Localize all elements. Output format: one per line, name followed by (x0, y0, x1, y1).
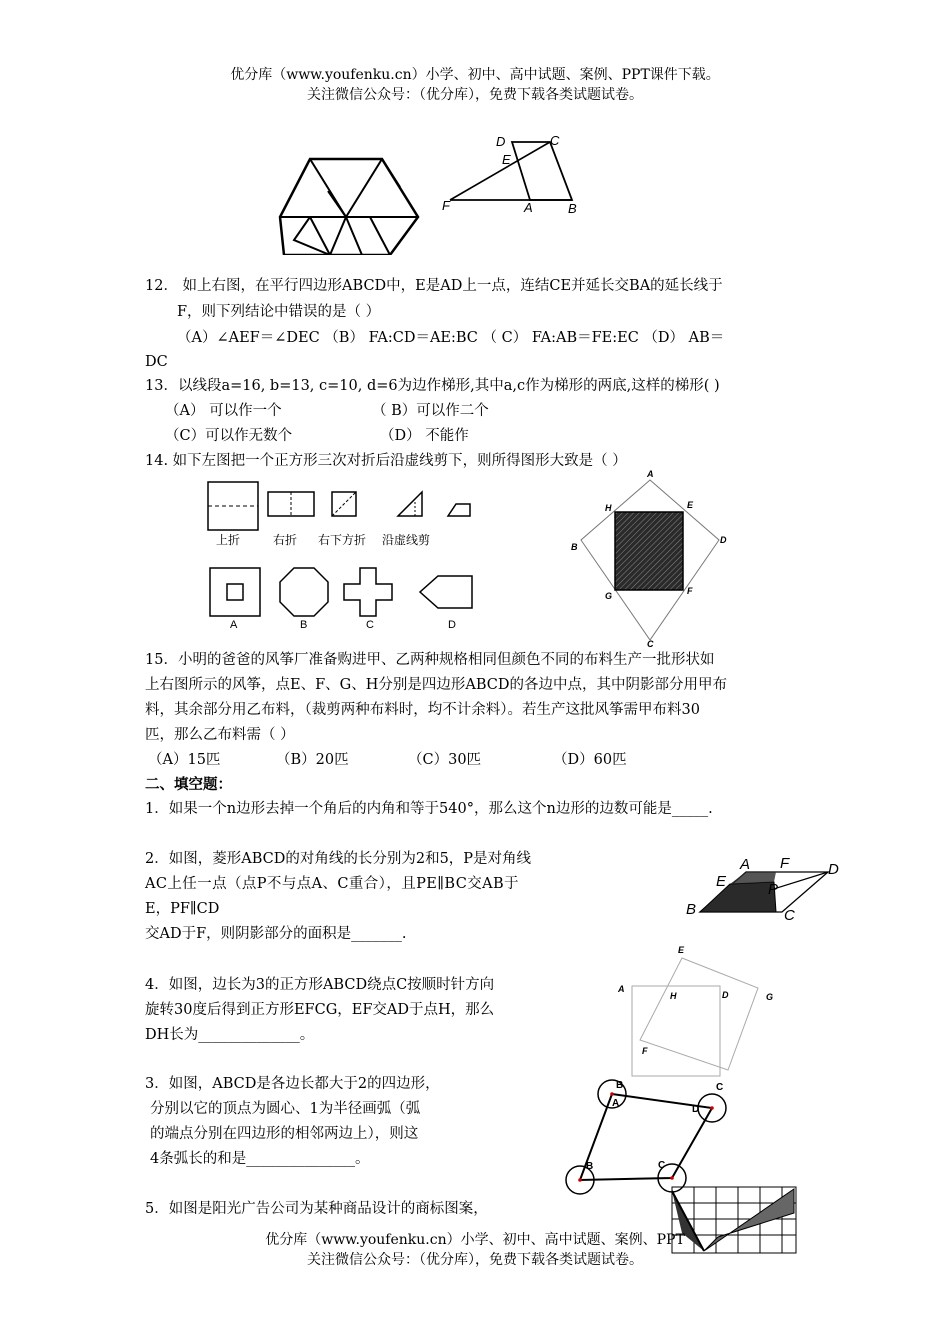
q15-option-c: （C）30匹 (408, 752, 482, 768)
q15-option-b: （B）20匹 (276, 752, 349, 768)
rotated-square-figure (610, 940, 790, 1080)
circle-label-B-top: B (616, 1080, 624, 1091)
kite-label-H: H (605, 503, 612, 513)
parallelogram-figure (438, 134, 588, 216)
kite-label-G: G (605, 591, 613, 601)
q15-option-d: （D）60匹 (553, 752, 627, 768)
kite-label-D: D (720, 535, 727, 545)
fill-q2-line-2: AC上任一点（点P不与点A、C重合），且PE∥BC交AB于 (145, 876, 519, 892)
kite-label-E: E (687, 500, 694, 510)
q12-line-1: 12． 如上右图，在平行四边形ABCD中，E是AD上一点，连结CE并延长交BA的延长线于 (145, 278, 723, 294)
hexagon-figure (270, 155, 430, 255)
kite-label-A: A (647, 469, 654, 479)
step-2-label: 右折 (273, 533, 298, 547)
fill-q5: 5．如图是阳光广告公司为某种商品设计的商标图案， (145, 1201, 488, 1217)
fill-q1: 1．如果一个n边形去掉一个角后的内角和等于540°，那么这个n边形的边数可能是_____. (145, 801, 713, 817)
rotate-label-E: E (678, 945, 685, 955)
circle-label-C-top: C (716, 1082, 724, 1093)
kite-label-C: C (647, 639, 654, 648)
circle-label-A: A (612, 1098, 620, 1109)
q12-line-2: F，则下列结论中错误的是（ ） (177, 304, 381, 320)
rhombus-label-F: F (780, 855, 790, 872)
footer-line-1: 优分库（www.youfenku.cn）小学、初中、高中试题、案例、PPT (265, 1232, 685, 1248)
footer-line-2: 关注微信公众号：（优分库），免费下载各类试题试卷。 (307, 1252, 643, 1268)
cut-result-choices (200, 562, 480, 632)
kite-label-F: F (687, 586, 693, 596)
circle-label-C: C (658, 1160, 666, 1171)
quadrilateral-circles-figure (560, 1070, 740, 1195)
q15-line-1: 15．小明的爸爸的风筝厂准备购进甲、乙两种规格相同但颜色不同的布料生产一批形状如 (145, 652, 715, 668)
rhombus-figure (680, 850, 850, 920)
rhombus-label-B: B (686, 901, 697, 918)
header-line-1: 优分库（www.youfenku.cn）小学、初中、高中试题、案例、PPT课件下载。 (230, 67, 720, 83)
q13-option-c: （C）可以作无数个 (165, 428, 293, 444)
q14-line-1: 14. 如下左图把一个正方形三次对折后沿虚线剪下，则所得图形大致是（ ） (145, 453, 627, 469)
choice-a-label: A (230, 619, 238, 631)
circle-label-B: B (586, 1161, 594, 1172)
step-4-label: 沿虚线剪 (382, 533, 431, 547)
fill-q3-line-1: 3．如图，ABCD是各边长都大于2的四边形， (145, 1076, 440, 1092)
choice-c-label: C (366, 619, 374, 631)
choice-d-label: D (448, 619, 456, 631)
q15-line-2: 上右图所示的风筝，点E、F、G、H分别是四边形ABCD的各边中点，其中阴影部分用甲布 (145, 677, 727, 693)
label-A: A (524, 200, 533, 215)
fill-q3-line-3: 的端点分别在四边形的相邻两边上），则这 (150, 1126, 419, 1142)
rhombus-label-C: C (784, 907, 795, 920)
rotate-label-F: F (642, 1046, 648, 1056)
q15-line-4: 匹，那么乙布料需（ ） (145, 727, 295, 743)
circle-label-D: D (692, 1104, 700, 1115)
q12-line-4: DC (145, 354, 168, 370)
q12-options: （A）∠AEF＝∠DEC （B） FA:CD＝AE:BC （ C） FA:AB＝FE:EC （D） AB＝ (177, 330, 725, 346)
rotate-label-D: D (722, 990, 729, 1000)
label-C: C (550, 134, 560, 148)
q13-line-1: 13．以线段a=16, b=13, c=10, d=6为边作梯形,其中a,c作为梯形的两底,这样的梯形( ) (145, 378, 720, 394)
kite-figure (565, 468, 735, 648)
rhombus-label-D: D (828, 861, 839, 878)
rhombus-label-E: E (716, 873, 727, 890)
step-1-label: 上折 (216, 533, 241, 547)
rhombus-label-P: P (768, 881, 779, 898)
q15-line-3: 料，其余部分用乙布料，（裁剪两种布料时，均不计余料）。若生产这批风筝需甲布料30 (145, 702, 700, 718)
fill-q2-line-1: 2．如图，菱形ABCD的对角线的长分别为2和5，P是对角线 (145, 851, 532, 867)
section-2-title: 二、填空题： (145, 776, 232, 793)
choice-b-label: B (300, 619, 308, 631)
rotate-label-H: H (670, 991, 677, 1001)
label-B: B (568, 201, 577, 216)
fill-q4-line-1: 4．如图，边长为3的正方形ABCD绕点C按顺时针方向 (145, 977, 495, 993)
label-F: F (442, 198, 450, 213)
rotate-label-A: A (618, 984, 625, 994)
label-D: D (496, 134, 506, 149)
kite-label-B: B (571, 542, 578, 552)
header-line-2: 关注微信公众号：（优分库），免费下载各类试题试卷。 (307, 87, 643, 103)
q13-option-d: （D） 不能作 (380, 428, 469, 444)
q13-option-b: （ B）可以作二个 (372, 403, 489, 419)
folding-steps-figure (200, 478, 480, 550)
rotate-label-G: G (766, 992, 774, 1002)
fill-q2-line-4: 交AD于F，则阴影部分的面积是_______. (145, 926, 407, 942)
fill-q4-line-3: DH长为______________。 (145, 1027, 315, 1043)
fill-q3-line-2: 分别以它的顶点为圆心、1为半径画弧（弧 (150, 1101, 421, 1117)
fill-q3-line-4: 4条弧长的和是_______________。 (150, 1151, 370, 1167)
rhombus-label-A: A (740, 856, 751, 873)
q15-option-a: （A）15匹 (148, 752, 221, 768)
label-E: E (502, 152, 511, 167)
fill-q2-line-3: E，PF∥CD (145, 901, 220, 917)
q13-option-a: （A） 可以作一个 (165, 403, 282, 419)
fill-q4-line-2: 旋转30度后得到正方形EFCG，EF交AD于点H，那么 (145, 1002, 495, 1018)
step-3-label: 右下方折 (318, 533, 367, 547)
